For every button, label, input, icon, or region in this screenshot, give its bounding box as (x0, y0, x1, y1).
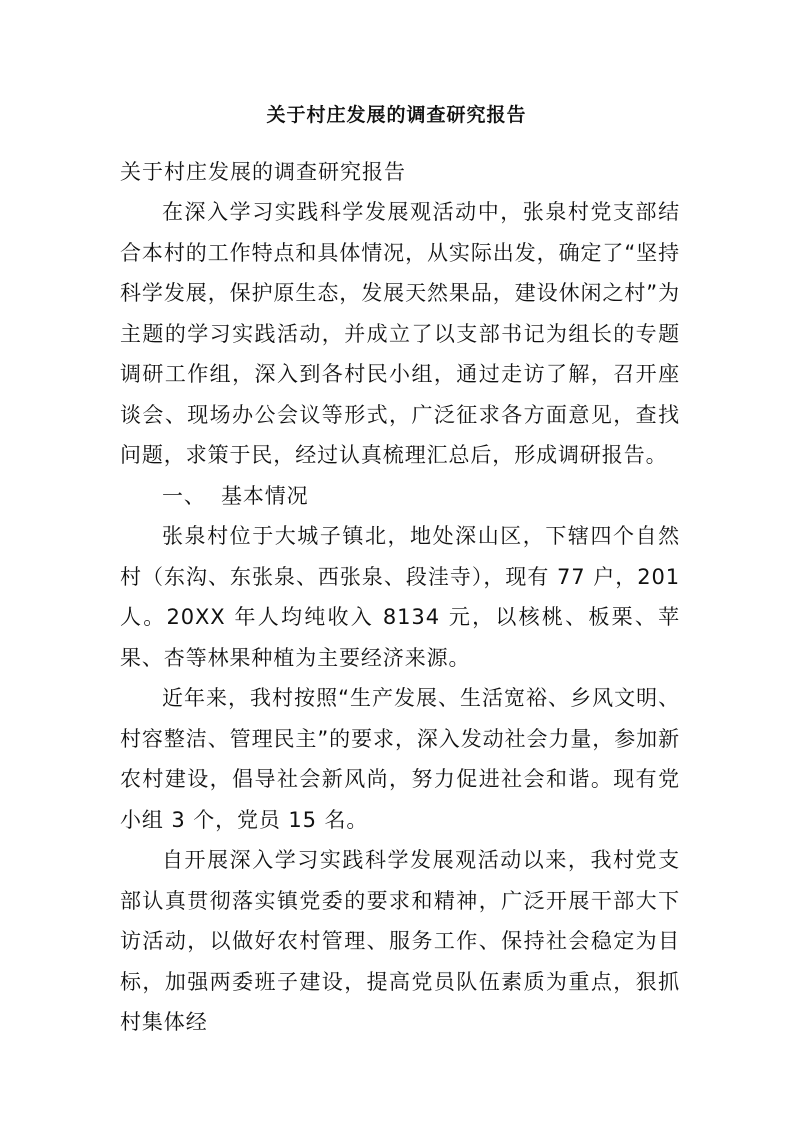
recent-years-paragraph: 近年来，我村按照“生产发展、生活宽裕、乡风文明、村容整洁、管理民主”的要求，深入发动社会力量，参加新农村建设，倡导社会新风尚，努力促进社会和谐。现有党小组 3 个，党员 15 名。 (120, 686, 680, 832)
document-subtitle: 关于村庄发展的调查研究报告 (120, 160, 406, 184)
section-heading: 一、 基本情况 (162, 483, 309, 508)
intro-paragraph: 在深入学习实践科学发展观活动中，张泉村党支部结合本村的工作特点和具体情况，从实际出发，确定了“坚持科学发展，保护原生态，发展天然果品，建设休闲之村”为主题的学习实践活动，并成立了以支部书记为组长的专题调研工作组，深入到各村民小组，通过走访了解，召开座谈会、现场办公会议等形式，广泛征求各方面意见，查找问题，求策于民，经过认真梳理汇总后，形成调研报告。 (120, 200, 680, 467)
document-title: 关于村庄发展的调查研究报告 (266, 104, 527, 126)
activity-paragraph: 自开展深入学习实践科学发展观活动以来，我村党支部认真贯彻落实镇党委的要求和精神，广泛开展干部大下访活动，以做好农村管理、服务工作、保持社会稳定为目标，加强两委班子建设，提高党员队伍素质为重点，狠抓村集体经 (120, 848, 680, 1034)
basic-info-paragraph: 张泉村位于大城子镇北，地处深山区，下辖四个自然村（东沟、东张泉、西张泉、段洼寺），现有 77 户，201 人。20XX 年人均纯收入 8134 元，以核桃、板栗、苹果、杏等林果种植为主要经济来源。 (120, 524, 680, 670)
document-body (120, 192, 680, 1043)
